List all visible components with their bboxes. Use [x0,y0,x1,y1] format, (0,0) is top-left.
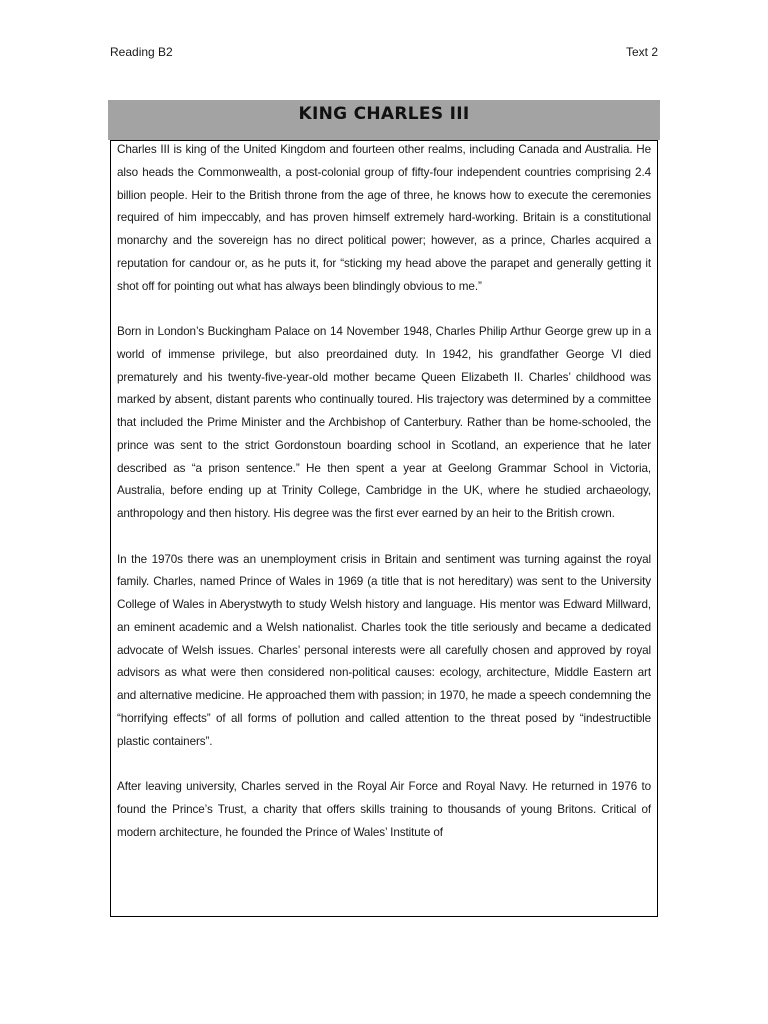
header-text-number: Text 2 [625,45,658,59]
article-title: KING CHARLES III [108,100,660,140]
page-header [110,43,658,61]
paragraph-3: In the 1970s there was an unemployment crisis in Britain and sentiment was turning against the royal family. Charles, named Prince of Wales in 1969 (a title that is not hereditary) was sent to the University College of Wales in Aberystwyth to study Welsh history and language. His mentor was Edward Millward, an eminent academic and a Welsh nationalist. Charles took the title seriously and became a dedicated advocate of Welsh issues. Charles’ personal interests were all carefully chosen and approved by royal advisors as what were then considered non-political causes: ecology, architecture, Middle Eastern art and alternative medicine. He approached them with passion; in 1970, he made a speech condemning the “horrifying effects” of all forms of pollution and called attention to the threat posed by “indestructible plastic containers”. [117,552,651,748]
paragraph-1: Charles III is king of the United Kingdom and fourteen other realms, including Canada and Australia. He also heads the Commonwealth, a post-colonial group of fifty-four independent countries comprising 2.4 billion people. Heir to the British throne from the age of three, he knows how to execute the ceremonies required of him impeccably, and has proven himself extremely hard-working. Britain is a constitutional monarchy and the sovereign has no direct political power; however, as a prince, Charles acquired a reputation for candour or, as he puts it, for “sticking my head above the parapet and generally getting it shot off for pointing out what has always been blindingly obvious to me.” [117,143,651,293]
article-body [110,140,658,917]
paragraph-4: After leaving university, Charles served in the Royal Air Force and Royal Navy. He returned in 1976 to found the Prince’s Trust, a charity that offers skills training to thousands of young Britons. Critical of modern architecture, he founded the Prince of Wales’ Institute of [117,780,651,839]
paragraph-2: Born in London’s Buckingham Palace on 14 November 1948, Charles Philip Arthur George grew up in a world of immense privilege, but also preordained duty. In 1942, his grandfather George VI died prematurely and his twenty-five-year-old mother became Queen Elizabeth II. Charles’ childhood was marked by absent, distant parents who continually toured. His trajectory was determined by a committee that included the Prime Minister and the Archbishop of Canterbury. Rather than be home-schooled, the prince was sent to the strict Gordonstoun boarding school in Scotland, an experience that he later described as “a prison sentence.” He then spent a year at Geelong Grammar School in Victoria, Australia, before ending up at Trinity College, Cambridge in the UK, where he studied archaeology, anthropology and then history. His degree was the first ever earned by an heir to the British crown. [117,325,651,520]
header-course-label: Reading B2 [110,45,173,59]
